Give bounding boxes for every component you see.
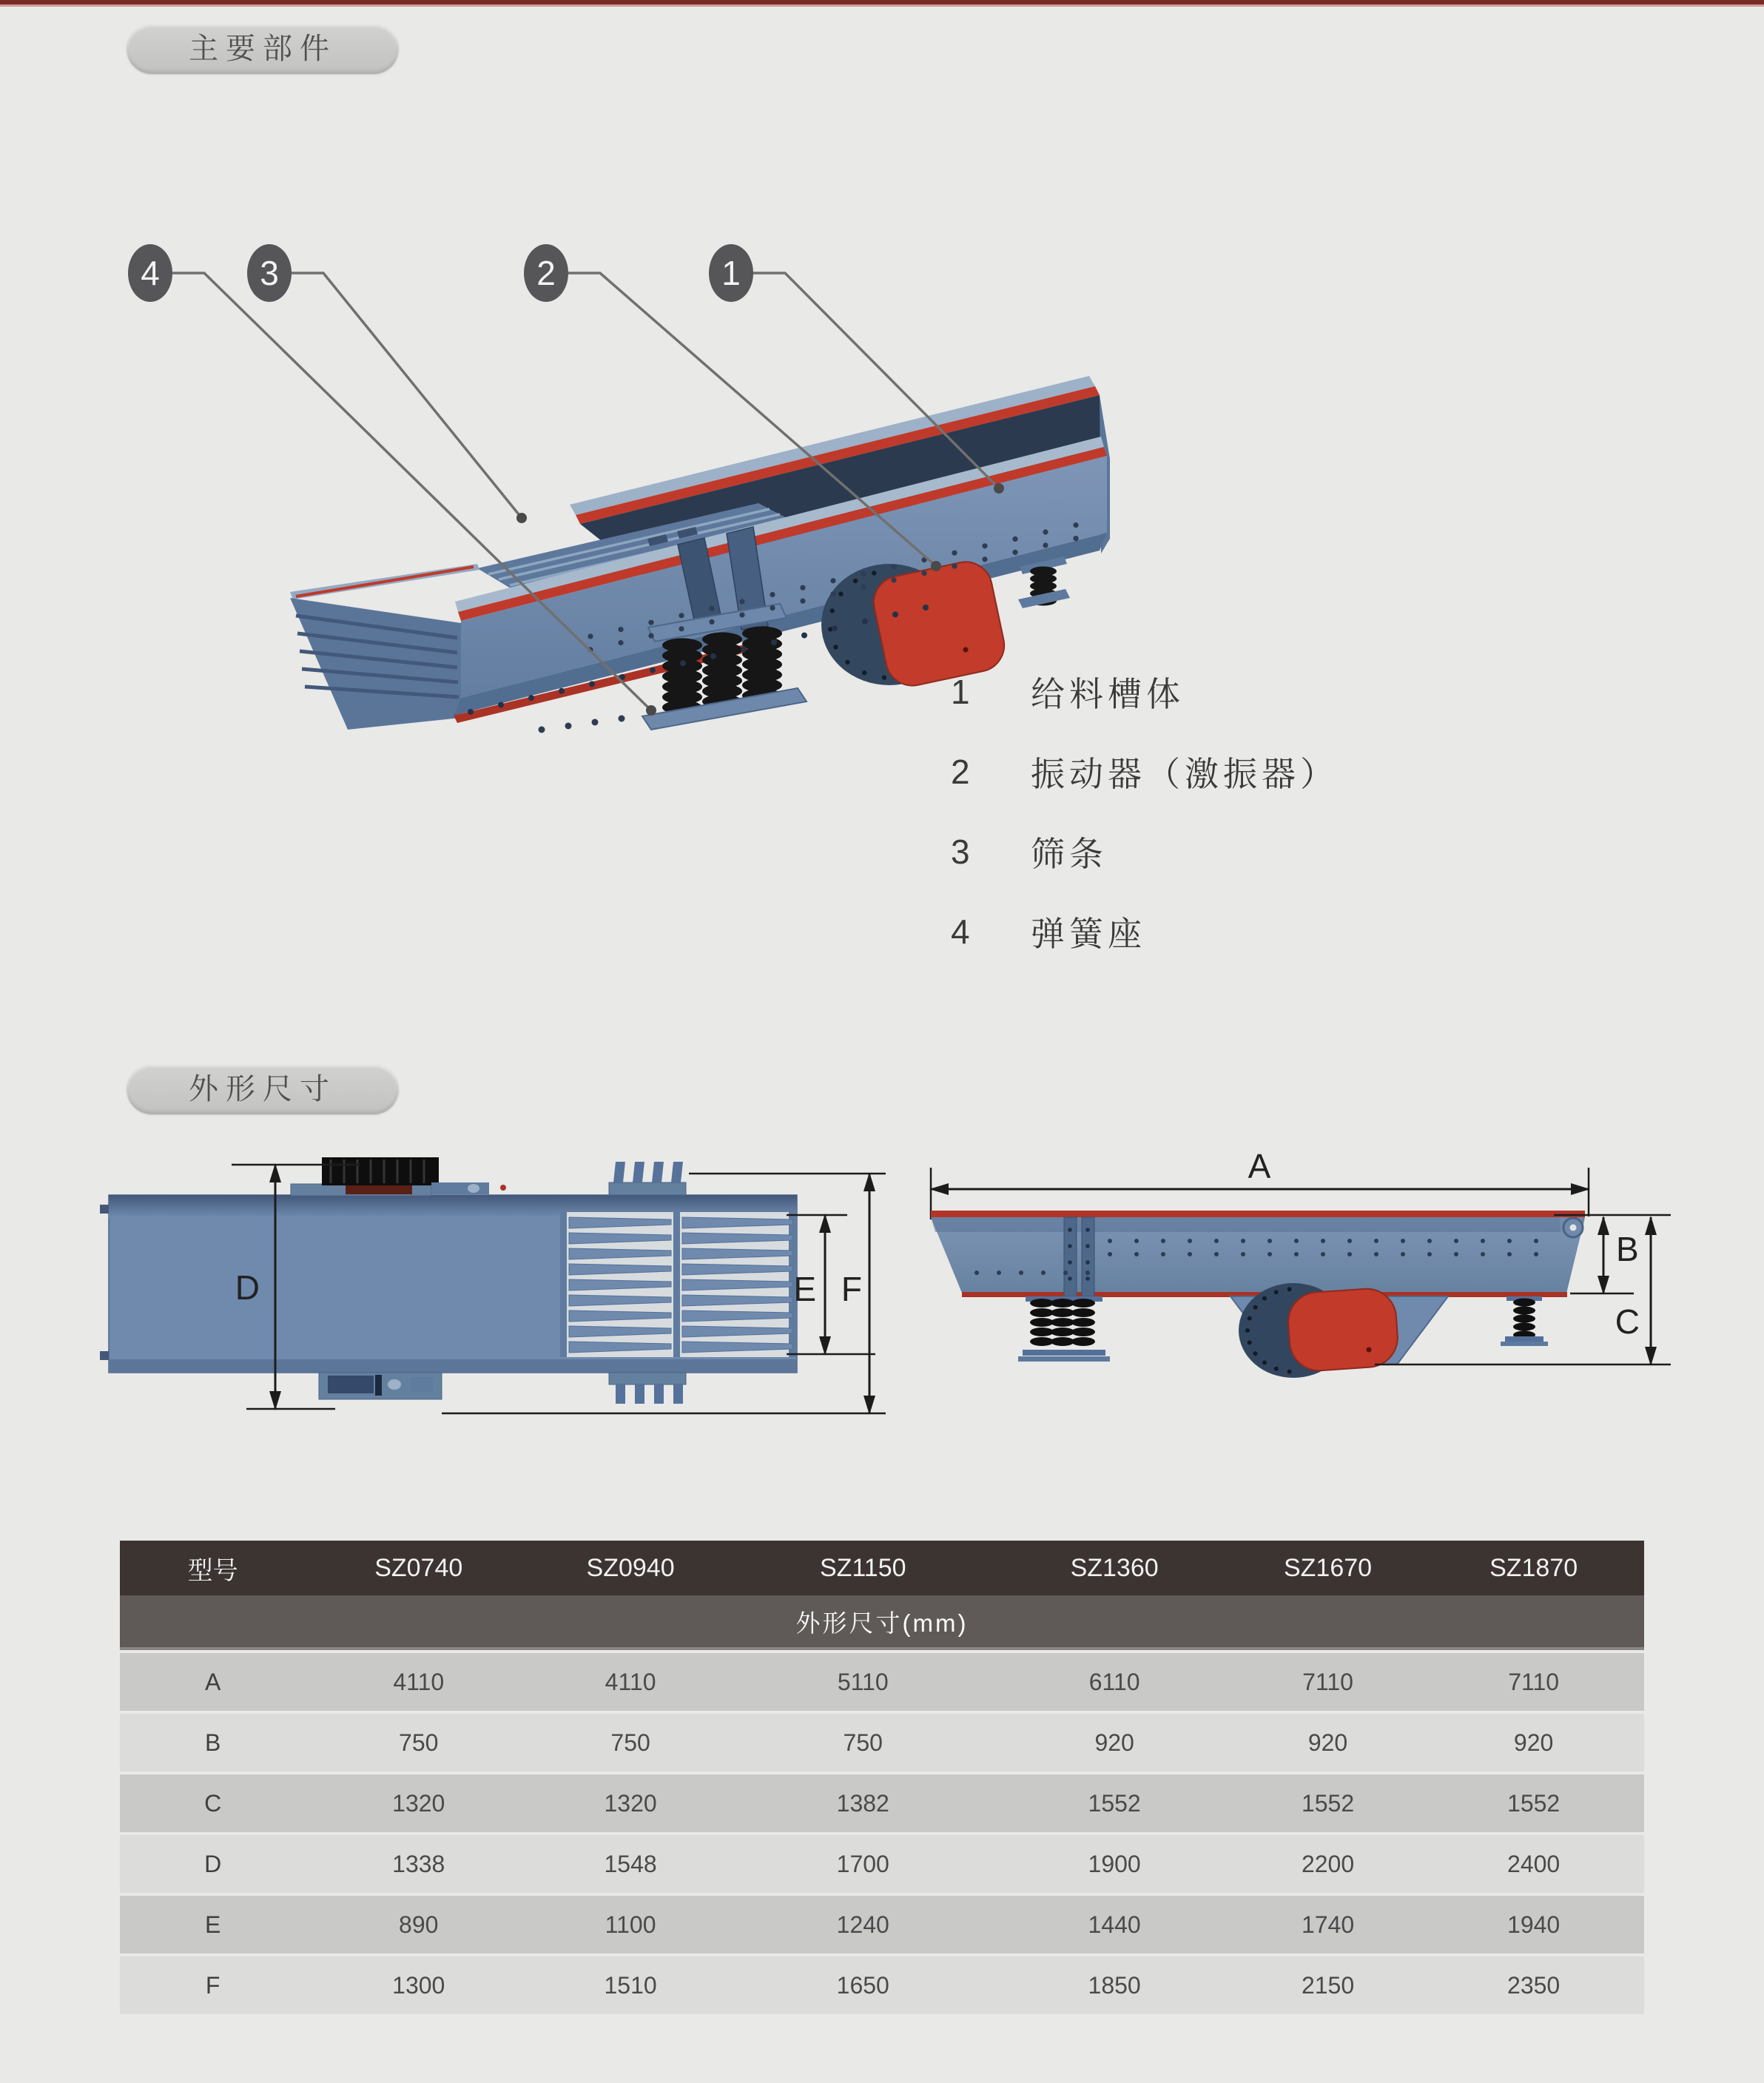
legend-item-label: 给料槽体 bbox=[1031, 675, 1185, 713]
dimension-table bbox=[120, 1541, 1644, 2014]
cell-B-SZ1870: 920 bbox=[1513, 1729, 1554, 1756]
cell-E-SZ0740: 890 bbox=[399, 1911, 439, 1938]
row-label: D bbox=[204, 1850, 222, 1877]
side-view-drawing bbox=[925, 1148, 1672, 1444]
legend-item-label: 筛条 bbox=[1031, 835, 1108, 873]
legend-item-2 bbox=[951, 747, 1339, 796]
cell-B-SZ1360: 920 bbox=[1094, 1729, 1134, 1756]
column-header-SZ1870: SZ1870 bbox=[1489, 1553, 1578, 1582]
page-top-accent-bar bbox=[0, 0, 1764, 7]
section-title: 外形尺寸 bbox=[189, 1072, 337, 1106]
callout-number: 4 bbox=[141, 254, 160, 292]
cell-E-SZ1360: 1440 bbox=[1088, 1911, 1141, 1938]
dim-label-e: E bbox=[793, 1270, 816, 1308]
cell-C-SZ1360: 1552 bbox=[1088, 1789, 1141, 1817]
callout-number: 2 bbox=[536, 254, 556, 292]
table-subheader bbox=[120, 1595, 1644, 1650]
top-view-drawing bbox=[100, 1153, 906, 1419]
legend-item-1 bbox=[951, 667, 1339, 716]
parts-legend bbox=[951, 667, 1339, 987]
table-header-row bbox=[120, 1541, 1644, 1595]
cell-A-SZ1360: 6110 bbox=[1088, 1668, 1140, 1695]
legend-item-number: 1 bbox=[951, 673, 970, 711]
legend-item-number: 2 bbox=[951, 753, 970, 791]
table-row-F bbox=[120, 1956, 1644, 2014]
cell-F-SZ1870: 2350 bbox=[1507, 1971, 1561, 1999]
cell-F-SZ1150: 1650 bbox=[836, 1971, 889, 1999]
cell-A-SZ1670: 7110 bbox=[1302, 1668, 1353, 1695]
column-header-model: 型号 bbox=[187, 1556, 238, 1585]
table-row-B bbox=[120, 1714, 1644, 1771]
cell-F-SZ1360: 1850 bbox=[1088, 1971, 1141, 1999]
callout-endpoint-dot bbox=[931, 561, 941, 571]
cell-E-SZ0940: 1100 bbox=[605, 1911, 656, 1938]
cell-B-SZ1150: 750 bbox=[843, 1729, 883, 1756]
row-label: F bbox=[205, 1971, 220, 1999]
callout-number: 1 bbox=[721, 254, 741, 292]
dim-label-b: B bbox=[1616, 1230, 1639, 1268]
dim-label-f: F bbox=[841, 1270, 862, 1308]
callout-number: 3 bbox=[260, 254, 279, 292]
dim-label-a: A bbox=[1248, 1148, 1271, 1185]
cell-D-SZ1670: 2200 bbox=[1301, 1850, 1355, 1877]
dim-label-c: C bbox=[1615, 1302, 1640, 1341]
legend-item-label: 振动器（激振器） bbox=[1031, 755, 1339, 793]
table-row-D bbox=[120, 1835, 1644, 1893]
callout-overlay bbox=[0, 222, 1764, 814]
cell-B-SZ0940: 750 bbox=[610, 1729, 650, 1756]
cell-D-SZ1150: 1700 bbox=[836, 1850, 889, 1877]
column-header-SZ1360: SZ1360 bbox=[1070, 1553, 1159, 1582]
row-label: B bbox=[204, 1729, 221, 1756]
section-title: 主要部件 bbox=[189, 32, 337, 65]
legend-item-number: 4 bbox=[951, 912, 970, 951]
cell-D-SZ1870: 2400 bbox=[1507, 1850, 1561, 1877]
cell-A-SZ0740: 4110 bbox=[393, 1668, 445, 1695]
cell-C-SZ1670: 1552 bbox=[1301, 1789, 1355, 1817]
callout-3 bbox=[247, 244, 527, 523]
row-label: E bbox=[204, 1911, 221, 1938]
legend-item-number: 3 bbox=[951, 832, 970, 871]
cell-A-SZ1870: 7110 bbox=[1508, 1668, 1560, 1695]
dim-label-d: D bbox=[235, 1268, 260, 1307]
cell-C-SZ0740: 1320 bbox=[392, 1789, 445, 1817]
cell-D-SZ0740: 1338 bbox=[392, 1850, 445, 1877]
table-row-C bbox=[120, 1774, 1644, 1832]
cell-B-SZ0740: 750 bbox=[399, 1729, 439, 1756]
callout-endpoint-dot bbox=[646, 705, 656, 716]
callout-4 bbox=[128, 244, 656, 716]
row-label: C bbox=[204, 1789, 222, 1817]
table-subheader-label: 外形尺寸(mm) bbox=[795, 1609, 969, 1637]
cell-A-SZ0940: 4110 bbox=[605, 1668, 656, 1695]
cell-B-SZ1670: 920 bbox=[1307, 1729, 1348, 1756]
cell-C-SZ0940: 1320 bbox=[604, 1789, 657, 1817]
cell-F-SZ1670: 2150 bbox=[1301, 1971, 1355, 1999]
column-header-SZ1670: SZ1670 bbox=[1283, 1553, 1373, 1582]
section-header-components bbox=[127, 24, 399, 74]
callout-1 bbox=[709, 244, 1004, 494]
cell-E-SZ1150: 1240 bbox=[836, 1911, 889, 1938]
callout-endpoint-dot bbox=[516, 513, 527, 523]
table-row-A bbox=[120, 1653, 1644, 1711]
callout-endpoint-dot bbox=[994, 483, 1004, 494]
cell-F-SZ0940: 1510 bbox=[604, 1971, 657, 1999]
cell-C-SZ1870: 1552 bbox=[1507, 1789, 1561, 1817]
cell-E-SZ1870: 1940 bbox=[1507, 1911, 1561, 1938]
column-header-SZ0940: SZ0940 bbox=[586, 1553, 675, 1582]
cell-F-SZ0740: 1300 bbox=[392, 1971, 445, 1999]
column-header-SZ1150: SZ1150 bbox=[819, 1553, 906, 1582]
column-header-SZ0740: SZ0740 bbox=[374, 1553, 463, 1582]
cell-C-SZ1150: 1382 bbox=[836, 1789, 889, 1817]
section-header-dimensions bbox=[127, 1064, 399, 1114]
legend-item-label: 弹簧座 bbox=[1031, 915, 1146, 953]
table-row-E bbox=[120, 1896, 1644, 1954]
cell-E-SZ1670: 1740 bbox=[1301, 1911, 1355, 1938]
legend-item-4 bbox=[951, 907, 1339, 956]
row-label: A bbox=[204, 1668, 221, 1695]
cell-A-SZ1150: 5110 bbox=[837, 1668, 889, 1695]
cell-D-SZ1360: 1900 bbox=[1088, 1850, 1141, 1877]
legend-item-3 bbox=[951, 827, 1339, 876]
cell-D-SZ0940: 1548 bbox=[604, 1850, 657, 1877]
